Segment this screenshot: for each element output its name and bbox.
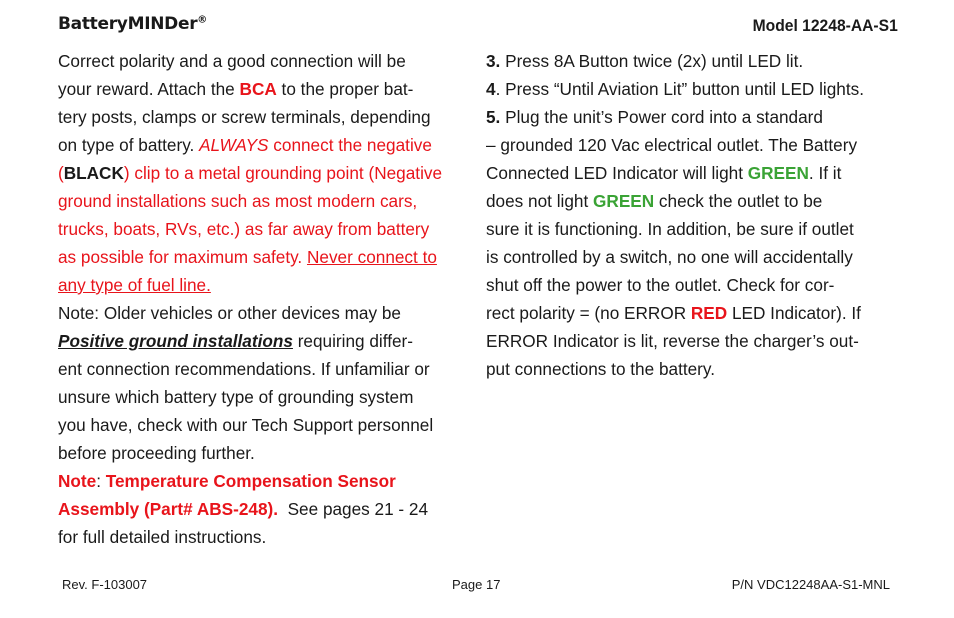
brand-title — [58, 14, 207, 34]
note-line — [58, 495, 478, 523]
black-term: BLACK — [63, 163, 124, 183]
warning-text: as possible for maximum safety. — [58, 247, 307, 267]
text-line: Note: Older vehicles or other devices may be — [58, 303, 401, 323]
registered-mark: ® — [197, 14, 207, 26]
text-line: is controlled by a switch, no one will accidentally — [486, 247, 853, 267]
text-line: shut off the power to the outlet. Check for cor- — [486, 275, 835, 295]
text-span: Plug the unit’s Power cord into a standard — [500, 107, 823, 127]
fuel-line-warning: Never connect to — [306, 247, 437, 267]
text-line — [58, 327, 478, 355]
text-line: you have, check with our Tech Support personnel — [58, 415, 434, 435]
text-span: . If it — [808, 163, 842, 183]
warning-text: ) clip to a metal grounding point (Negative — [123, 163, 443, 183]
red-indicator-term: RED — [690, 303, 728, 323]
text-line — [58, 131, 478, 159]
text-span: does not light — [486, 191, 594, 211]
right-column — [486, 47, 906, 383]
text-line: for full detailed instructions. — [58, 527, 267, 547]
footer-part-number: P/N VDC12248AA-S1-MNL — [731, 577, 890, 592]
text-line: before proceeding further. — [58, 443, 255, 463]
left-column — [58, 47, 478, 551]
text-line: tery posts, clamps or screw terminals, depending — [58, 107, 431, 127]
bca-term: BCA — [239, 79, 277, 99]
text-span: . Press “Until Aviation Lit” button until LED lights. — [495, 79, 864, 99]
text-line: Correct polarity and a good connection will be — [58, 51, 406, 71]
text-line: sure it is functioning. In addition, be sure if outlet — [486, 219, 854, 239]
text-span: rect polarity = (no ERROR — [486, 303, 691, 323]
model-title: Model 12248-AA-S1 — [752, 16, 898, 35]
note-line — [58, 467, 478, 495]
brand-name: BatteryMINDer — [58, 14, 198, 34]
warning-line — [58, 243, 478, 271]
text-span: requiring differ- — [292, 331, 413, 351]
text-line: put connections to the battery. — [486, 359, 715, 379]
text-line: unsure which battery type of grounding system — [58, 387, 414, 407]
footer-revision: Rev. F-103007 — [62, 577, 148, 592]
warning-text: connect the negative — [268, 135, 432, 155]
sensor-note: Temperature Compensation Sensor — [105, 471, 396, 491]
text-span: See pages 21 - 24 — [278, 499, 429, 519]
text-span: to the proper bat- — [276, 79, 414, 99]
text-span: on type of battery. — [58, 135, 200, 155]
step-number: 3. — [486, 51, 501, 71]
warning-line: ground installations such as most modern cars, — [58, 191, 418, 211]
step-number: 5. — [486, 107, 501, 127]
text-line — [58, 159, 478, 187]
text-line — [486, 299, 906, 327]
text-span: Connected LED Indicator will light — [486, 163, 748, 183]
text-span: LED Indicator). If — [727, 303, 861, 323]
text-span: check the outlet to be — [654, 191, 823, 211]
text-line — [58, 75, 478, 103]
text-line: ent connection recommendations. If unfamiliar or — [58, 359, 430, 379]
warning-line: trucks, boats, RVs, etc.) as far away from battery — [58, 219, 430, 239]
note-label: Note — [58, 471, 97, 491]
text-line: ERROR Indicator is lit, reverse the charger’s out- — [486, 331, 859, 351]
step-line — [486, 47, 906, 75]
positive-ground-term: Positive ground installations — [58, 331, 293, 351]
text-span: Press 8A Button twice (2x) until LED lit. — [500, 51, 804, 71]
step-line — [486, 103, 906, 131]
fuel-line-warning: any type of fuel line. — [58, 275, 211, 295]
warning-line — [58, 271, 478, 299]
text-span: : — [96, 471, 106, 491]
green-indicator-term: GREEN — [747, 163, 809, 183]
step-line — [486, 75, 906, 103]
green-indicator-term: GREEN — [593, 191, 655, 211]
step-number: 4 — [486, 79, 496, 99]
text-line: – grounded 120 Vac electrical outlet. The Battery — [486, 135, 858, 155]
text-line — [486, 159, 906, 187]
text-span: your reward. Attach the — [58, 79, 240, 99]
text-line — [486, 187, 906, 215]
always-emphasis: ALWAYS — [199, 135, 269, 155]
text-span: ( — [58, 163, 64, 183]
footer-page-number: Page 17 — [452, 577, 501, 592]
sensor-note: Assembly (Part# ABS-248). — [58, 499, 279, 519]
